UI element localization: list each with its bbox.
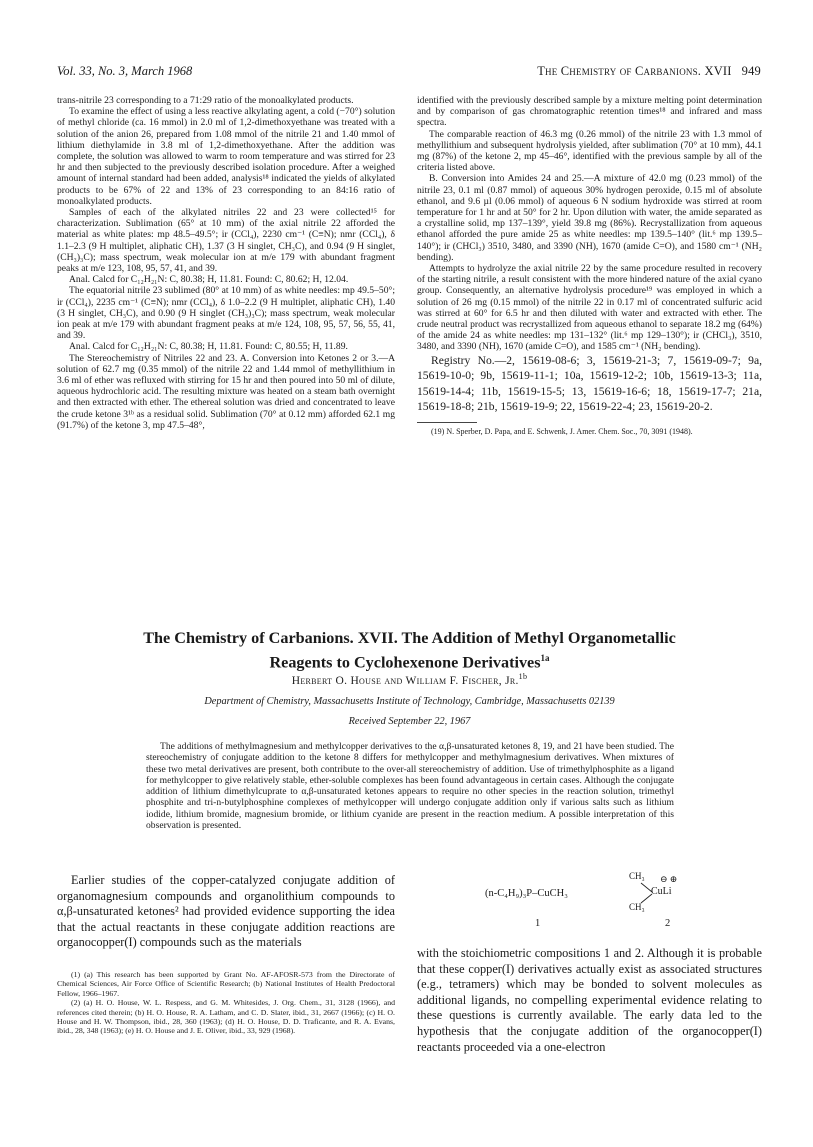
running-header	[57, 64, 761, 80]
structure-2-methyl-bottom: CH₃	[629, 902, 645, 912]
running-title	[537, 64, 761, 79]
author-names: Herbert O. House and William F. Fischer, Jr.	[291, 674, 519, 687]
paragraph: Anal. Calcd for C₁₂H₂₁N: C, 80.38; H, 11.81. Found: C, 80.55; H, 11.89.	[69, 341, 348, 353]
structure-1-label: 1	[535, 918, 541, 929]
paragraph: The equatorial nitrile 23 sublimed (80° at 10 mm) of as white needles: mp 49.5–50°; ir (CCl₄), 2235 cm⁻¹ (C≡N); nmr (CCl₄), δ 1.0–2.2 (9 H multiplet, aliphatic CH), 1.40 (3 H singlet, CH₃C), and 0.90 (9 H singlet (CH₃)₃C); mass spectrum, weak molecular ion peak at m/e 179 with abundant fragment peaks at m/e 124, 108, 95, 57, 56, 55, 41, and 39.	[57, 285, 395, 342]
structure-2-methyl-top: CH₃	[629, 871, 645, 881]
paragraph: B. Conversion into Amides 24 and 25.—A mixture of 42.0 mg (0.23 mmol) of the nitrile 23, 0.1 ml (0.87 mmol) of aqueous 30% hydrogen peroxide, 0.15 ml of absolute ethanol, and 9.6 µl (0.06 mmol) of aqueous 6 N sodium hydroxide was stirred at room temperature for 1 hr and at 50° for 2 hr. Upon dilution with water, the amide separated as a crystalline solid, mp 137–139°, yield 39.8 mg (86%). Recrystallization from aqueous ethanol afforded the pure amide 25 as white needles: mp 139.5–140° (lit.⁶ mp 139.5–140°); ir (CHCl₃) 3510, 3480, and 3390 (NH), 1670 (amide C=O), and 1580 cm⁻¹ (NH₂ bending).	[417, 173, 762, 263]
received-date: Received September 22, 1967	[348, 716, 471, 727]
paragraph: The Stereochemistry of Nitriles 22 and 23. A. Conversion into Ketones 2 or 3.—A solution of 62.7 mg (0.35 mmol) of the nitrile 22 and 1.44 mmol of methyllithium in 3.6 ml of ether was refluxed with stirring for 15 hr and then poured into 50 ml of dilute, aqueous hydrochloric acid. The resulting mixture was heated on a steam bath overnight and then extracted with ether. The ethereal solution was dried and concentrated to leave the crude ketone 3¹ᵇ as a residual solid. Sublimation (70° at 0.12 mm) afforded 62.1 mg (91.7%) of the ketone 3, mp 47.5–48°,	[57, 352, 395, 431]
article-title-line: Reagents to Cyclohexenone Derivatives	[269, 653, 541, 672]
footnote-marker: 1b	[518, 672, 528, 681]
article-title	[57, 628, 762, 672]
paragraph: To examine the effect of using a less reactive alkylating agent, a cold (−70°) solution of methyl chloride (ca. 16 mmol) in 2.0 ml of 1,2-dimethoxyethane was treated with a solution of the anion 26, prepared from 1.08 mmol of the nitrile 21 and 1.40 mmol of lithium diethylamide in 3.8 ml of 1,2-dimethoxyethane. After the addition was complete, the solution was allowed to warm to room temperature and was stirred for 23 hr and then subjected to the previously described isolation procedure. After a weighed amount of internal standard had been added, analysis¹⁸ indicated the yields of alkylated products to be 67% of 22 and 13% of 23 corresponding to an 84:16 ratio of monoalkylated products.	[57, 106, 395, 207]
affiliation: Department of Chemistry, Massachusetts Institute of Technology, Cambridge, Massachusetts 02139	[204, 696, 615, 707]
registry-numbers: Registry No.—2, 15619-08-6; 3, 15619-21-3; 7, 15619-09-7; 9a, 15619-10-0; 9b, 15619-11-1; 10a, 15619-12-2; 10b, 15619-13-3; 11a, 15619-14-4; 11b, 15619-15-5; 13, 15619-16-6; 18, 15619-17-7; 21a, 15619-18-8; 21b, 15619-19-9; 22, 15619-22-4; 23, 15619-20-2.	[417, 353, 762, 414]
paragraph: The comparable reaction of 46.3 mg (0.26 mmol) of the nitrile 23 with 1.3 mmol of methyllithium and subsequent hydrolysis yielded, after sublimation (70° at 10 mm), 44.1 mg (87%) of the ketone 2, mp 45–46°, identified with the previous sample by all of the criteria listed above.	[417, 128, 762, 174]
structure-2-culi: CuLi	[651, 886, 672, 897]
article-title-line: The Chemistry of Carbanions. XVII. The Addition of Methyl Organometallic	[143, 629, 676, 647]
footnote: (2) (a) H. O. House, W. L. Respess, and G. M. Whitesides, J. Org. Chem., 31, 3128 (1966), and references cited therein; (b) H. O. House, R. A. Latham, and C. D. Slater, ibid., 31, 2667 (1966); (c) H. O. House and H. W. Thompson, ibid., 28, 360 (1963); (d) H. O. House, D. D. Traficante, and R. A. Evans, ibid., 28, 348 (1963); (e) H. O. House and J. E. Oliver, ibid., 33, 929 (1968).	[57, 998, 395, 1036]
running-title-text: The Chemistry of Carbanions.	[537, 64, 702, 78]
structure-2-label: 2	[665, 918, 671, 929]
paragraph: Anal. Calcd for C₁₂H₂₁N: C, 80.38; H, 11.81. Found: C, 80.62; H, 12.04.	[69, 274, 349, 286]
page-number: 949	[741, 64, 761, 78]
experimental-left-column	[57, 95, 395, 431]
paragraph: Samples of each of the alkylated nitriles 22 and 23 were collected¹⁵ for characterization. Sublimation (65° at 10 mm) of the axial nitrile 22 afforded the material as white plates: mp 48.5–49.5°; ir (CCl₄), 2230 cm⁻¹ (C≡N); nmr (CCl₄), δ 1.1–2.3 (9 H multiplet, aliphatic CH), 1.37 (3 H singlet, CH₃C), and 0.94 (9 H singlet, (CH₃)₃C); mass spectrum, weak molecular ion at m/e 179 with abundant fragment peaks at m/e 123, 108, 95, 57, 41, and 39.	[57, 207, 395, 275]
experimental-right-column	[417, 95, 762, 436]
body-text-left: Earlier studies of the copper-catalyzed conjugate addition of organomagnesium compounds and organolithium compounds to α,β-unsaturated ketones² had provided evidence supporting the idea that the actual reactants in these conjugate addition reactions are organocopper(I) compounds such as the materials	[57, 873, 395, 950]
structure-2-charges: ⊖ ⊕	[660, 874, 678, 884]
body-text-right: with the stoichiometric compositions 1 and 2. Although it is probable that these copper(I) derivatives actually exist as associated structures (e.g., tetramers) which may be bonded to solvent molecules as additional ligands, no compelling experimental evidence relating to these questions is currently available. The early data led to the hypothesis that the conjugate addition of the organocopper(I) reactants proceeded via a one-electron	[417, 946, 762, 1054]
footnote: (1) (a) This research has been supported by Grant No. AF-AFOSR-573 from the Directorate of Chemical Sciences, Air Force Office of Scientific Research; (b) National Institutes of Health Predoctoral Fellow, 1966–1967.	[57, 970, 395, 998]
structure-2-bonds	[639, 882, 655, 906]
footnote: (19) N. Sperber, D. Papa, and E. Schwenk, J. Amer. Chem. Soc., 70, 3091 (1948).	[431, 426, 693, 436]
footnotes	[57, 970, 395, 1036]
chemical-structures	[417, 868, 762, 940]
journal-issue: Vol. 33, No. 3, March 1968	[57, 64, 193, 78]
paragraph: trans-nitrile 23 corresponding to a 71:29 ratio of the monoalkylated products.	[57, 95, 354, 106]
footnote-marker: 1a	[540, 653, 550, 663]
paragraph: Attempts to hydrolyze the axial nitrile 22 by the same procedure resulted in recovery of the starting nitrile, a result consistent with the more hindered nature of the axial cyano group. Consequently, an alternative hydrolysis procedure¹⁹ was employed in which a solution of 26 mg (0.15 mmol) of the nitrile 22 in 0.17 ml of concentrated sulfuric acid was stirred at 60° for 6.5 hr and then diluted with water and extracted with ether. The crude neutral product was recrystallized from aqueous ethanol to separate 18.2 mg (64%) of the amide 24 as white needles: mp 131–132° (lit.⁶ mp 129–130°); ir (CHCl₃), 3510, 3480, and 3390 (NH), 1670 (amide C=O), and 1585 cm⁻¹ (NH₂ bending).	[417, 263, 762, 353]
structure-1-formula: (n-C₄H₉)₃P–CuCH₃	[485, 888, 568, 899]
footnote-divider	[417, 422, 477, 423]
running-title-number: XVII	[704, 64, 732, 78]
abstract: The additions of methylmagnesium and methylcopper derivatives to the α,β-unsaturated ketones 8, 19, and 21 have been studied. The stereochemistry of conjugate addition to the ketone 8 differs for methylcopper and methylmagnesium derivatives. When mixtures of these two metal derivatives are present, both contribute to the over-all stereochemistry of addition. Use of trimethylphosphite as a ligand for methylcopper to give relatively stable, ether-soluble complexes has been found advantageous in certain cases. Although the conjugate addition of lithium dimethylcuprate to α,β-unsaturated ketones appears to require no other species in the reaction solution, trimethyl phosphite and tri-n-butylphosphine complexes of methylcopper will undergo conjugate addition only if various salts such as lithium iodide, lithium bromide, magnesium bromide, or lithium cyanide are present in the reaction medium. A possible interpretation of this observation is presented.	[146, 741, 674, 832]
authors	[57, 672, 762, 687]
paragraph: identified with the previously described sample by a mixture melting point determination and by comparison of gas chromatographic retention times¹⁸ and infrared and mass spectra.	[417, 95, 762, 129]
